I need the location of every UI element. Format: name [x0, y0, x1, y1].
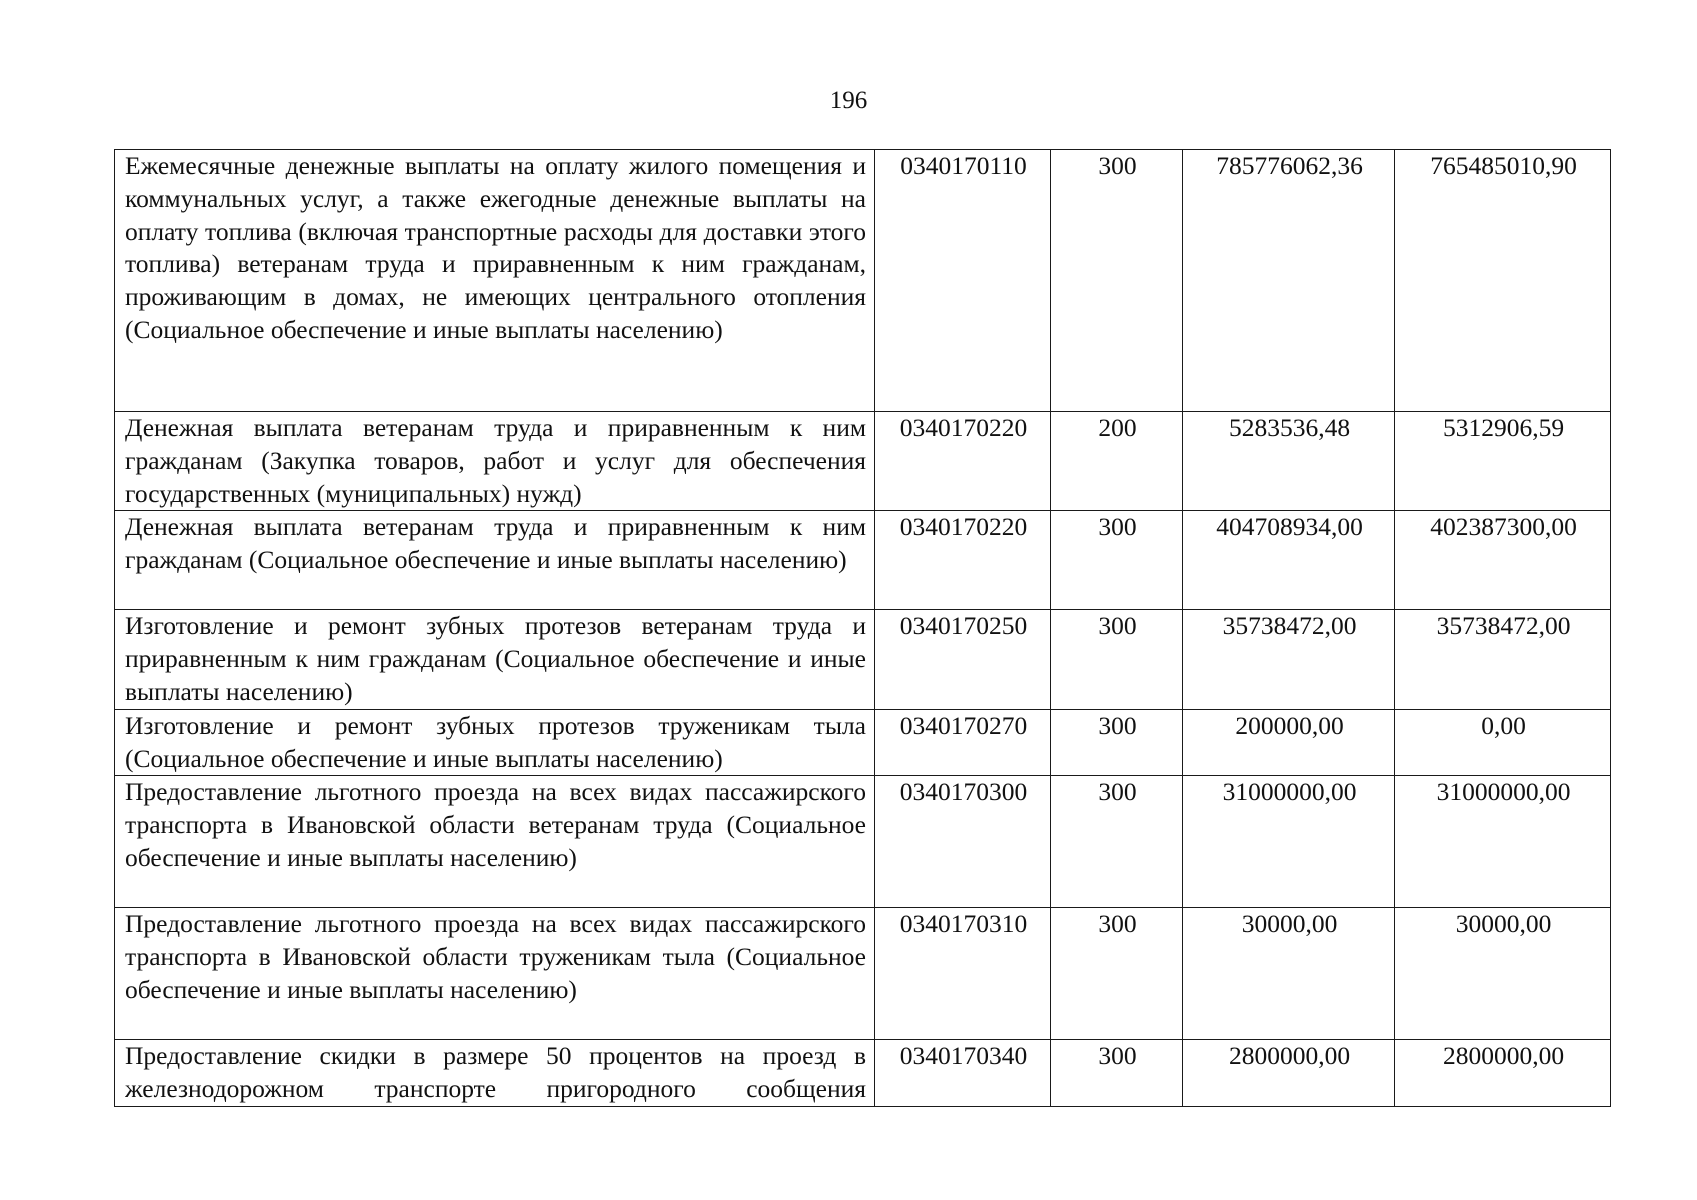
- row-type-cell: 300: [1051, 776, 1183, 908]
- row-code-cell: 0340170220: [875, 412, 1051, 511]
- row-name-cell: [115, 1040, 875, 1107]
- row-name-cell: Денежная выплата ветеранам труда и приравненным к ним гражданам (Социальное обеспечение и иные выплаты населению): [115, 511, 875, 610]
- table-row: [115, 1040, 1611, 1107]
- row-sum2-cell: 30000,00: [1395, 908, 1611, 1040]
- row-sum2-cell: 0,00: [1395, 709, 1611, 776]
- row-sum1-cell: 30000,00: [1183, 908, 1395, 1040]
- table-row: [115, 908, 1611, 1040]
- page-number: 196: [829, 87, 868, 114]
- row-sum1-cell: 785776062,36: [1183, 150, 1395, 412]
- row-sum1-cell: 31000000,00: [1183, 776, 1395, 908]
- table-row: [115, 412, 1611, 511]
- row-type-cell: 300: [1051, 908, 1183, 1040]
- row-sum1-cell: 2800000,00: [1183, 1040, 1395, 1107]
- row-sum2-cell: 5312906,59: [1395, 412, 1611, 511]
- row-sum2-cell: 765485010,90: [1395, 150, 1611, 412]
- row-name-text: Предоставление скидки в размере 50 процентов на проезд в железнодорожном транспорте пригородного сообщения: [125, 1041, 866, 1104]
- row-type-cell: 300: [1051, 610, 1183, 709]
- table-row: [115, 150, 1611, 412]
- row-sum1-cell: 404708934,00: [1183, 511, 1395, 610]
- row-code-cell: 0340170300: [875, 776, 1051, 908]
- row-code-cell: 0340170220: [875, 511, 1051, 610]
- row-sum2-cell: 35738472,00: [1395, 610, 1611, 709]
- budget-table: [114, 149, 1611, 1107]
- row-code-cell: 0340170310: [875, 908, 1051, 1040]
- row-type-cell: 200: [1051, 412, 1183, 511]
- row-name-cell: Предоставление льготного проезда на всех видах пассажирского транспорта в Ивановской области труженикам тыла (Социальное обеспечение и иные выплаты населению): [115, 908, 875, 1040]
- table-row: [115, 709, 1611, 776]
- row-type-cell: 300: [1051, 709, 1183, 776]
- row-sum1-cell: 200000,00: [1183, 709, 1395, 776]
- row-sum2-cell: 31000000,00: [1395, 776, 1611, 908]
- row-code-cell: 0340170340: [875, 1040, 1051, 1107]
- table-row: [115, 610, 1611, 709]
- table-row: [115, 511, 1611, 610]
- row-sum2-cell: 2800000,00: [1395, 1040, 1611, 1107]
- row-code-cell: 0340170270: [875, 709, 1051, 776]
- row-name-cell: Предоставление льготного проезда на всех видах пассажирского транспорта в Ивановской области ветеранам труда (Социальное обеспечение и иные выплаты населению): [115, 776, 875, 908]
- row-name-cell: Изготовление и ремонт зубных протезов ветеранам труда и приравненным к ним гражданам (Социальное обеспечение и иные выплаты населению): [115, 610, 875, 709]
- row-name-cell: Изготовление и ремонт зубных протезов труженикам тыла (Социальное обеспечение и иные выплаты населению): [115, 709, 875, 776]
- row-code-cell: 0340170250: [875, 610, 1051, 709]
- table-row: [115, 776, 1611, 908]
- row-name-cell: Денежная выплата ветеранам труда и приравненным к ним гражданам (Закупка товаров, работ и услуг для обеспечения государственных (муниципальных) нужд): [115, 412, 875, 511]
- row-type-cell: 300: [1051, 511, 1183, 610]
- row-type-cell: 300: [1051, 1040, 1183, 1107]
- row-name-cell: Ежемесячные денежные выплаты на оплату жилого помещения и коммунальных услуг, а также ежегодные денежные выплаты на оплату топлива (включая транспортные расходы для доставки этого топлива) ветеранам труда и приравненным к ним гражданам, проживающим в домах, не имеющих центрального отопления (Социальное обеспечение и иные выплаты населению): [115, 150, 875, 412]
- row-code-cell: 0340170110: [875, 150, 1051, 412]
- row-type-cell: 300: [1051, 150, 1183, 412]
- row-sum1-cell: 35738472,00: [1183, 610, 1395, 709]
- row-sum2-cell: 402387300,00: [1395, 511, 1611, 610]
- row-sum1-cell: 5283536,48: [1183, 412, 1395, 511]
